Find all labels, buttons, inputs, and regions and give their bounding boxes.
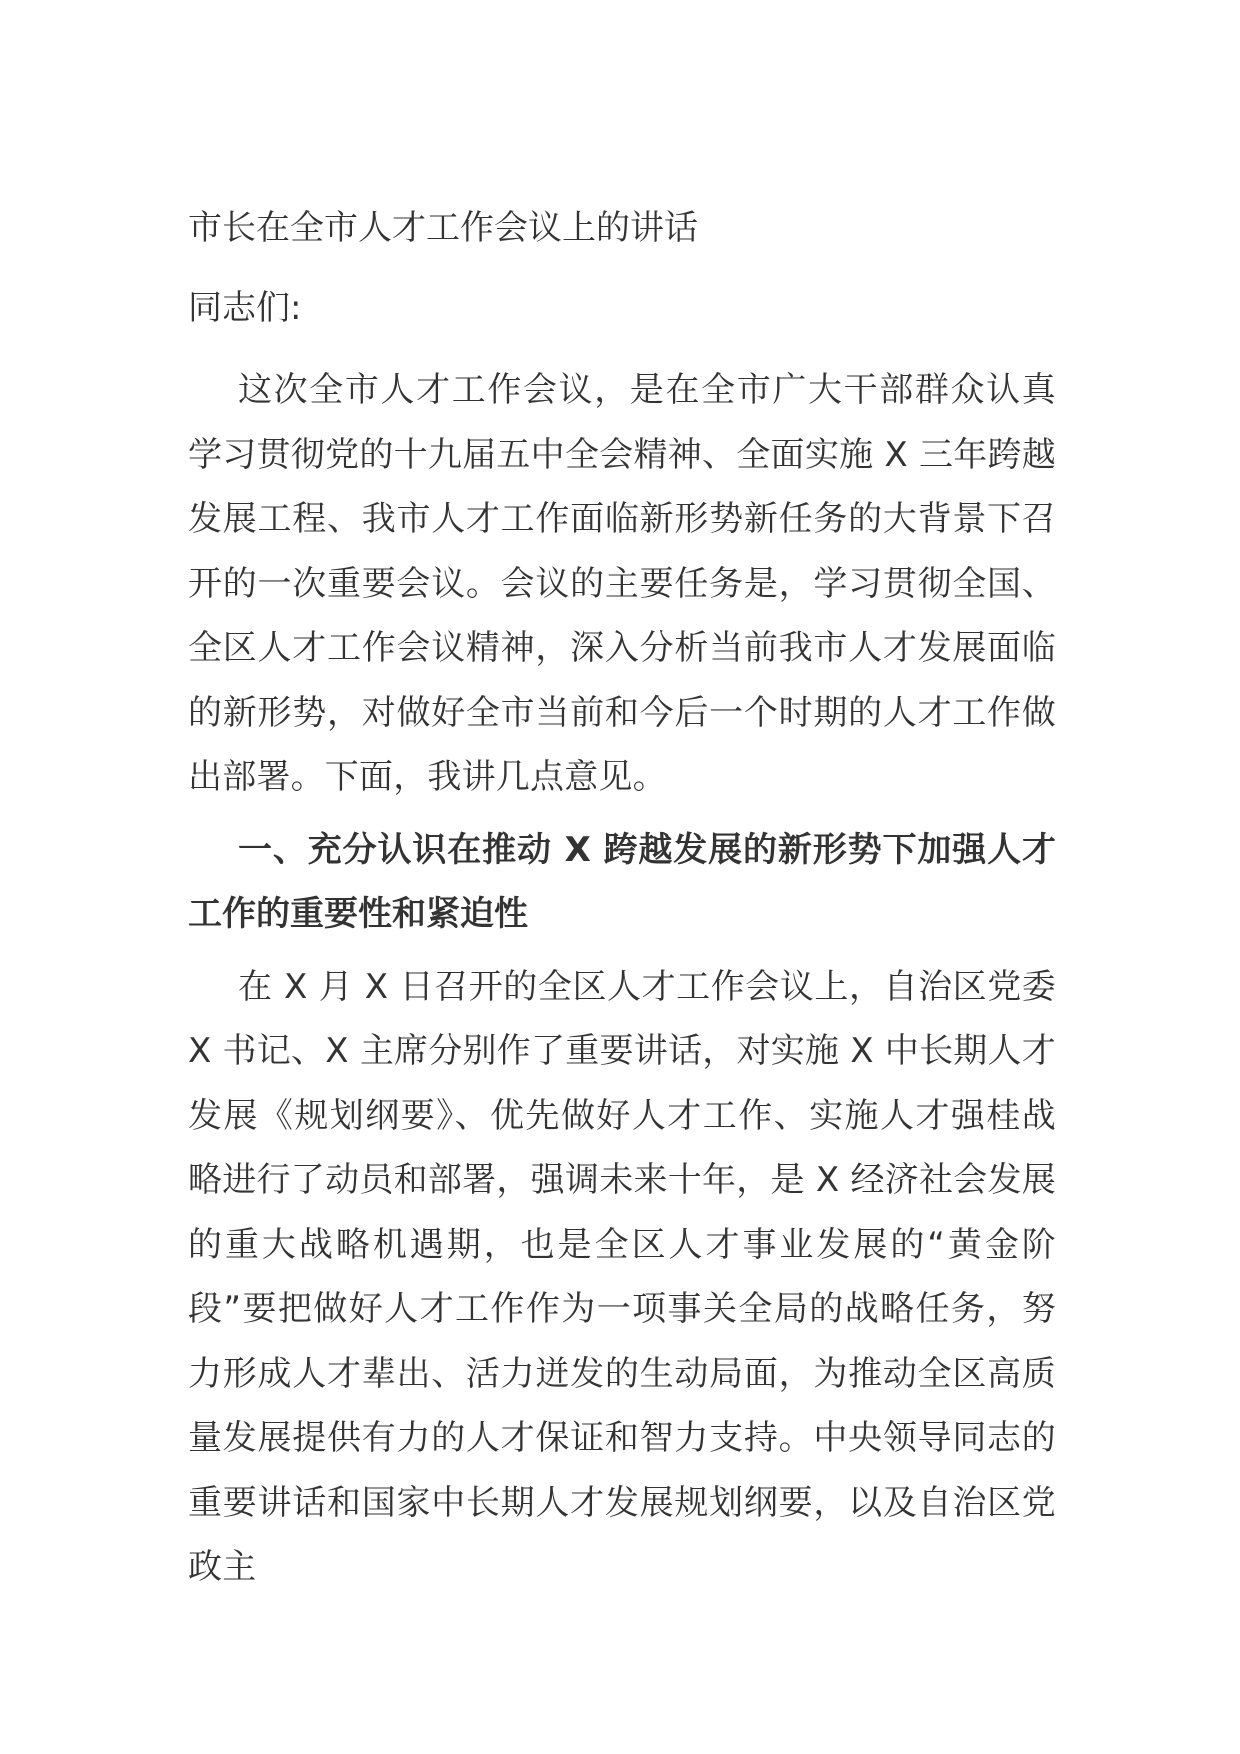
salutation: 同志们: <box>188 288 302 328</box>
section-paragraph: 在 X 月 X 日召开的全区人才工作会议上，自治区党委 X 书记、X 主席分别作了重要讲话，对实施 X 中长期人才发展《规划纲要》、优先做好人才工作、实施人才强桂战略进行了动员和部署，强调未来十年，是 X 经济社会发展的重大战略机遇期，也是全区人才事业发展的“黄金阶段”要把做好人才工作作为一项事关全局的战略任务，努力形成人才辈出、活力迸发的生动局面，为推动全区高质量发展提供有力的人才保证和智力支持。中央领导同志的重要讲话和国家中长期人才发展规划纲要，以及自治区党政主 <box>188 966 1056 1587</box>
document-title: 市长在全市人才工作会议上的讲话 <box>188 208 698 248</box>
section-heading: 一、充分认识在推动 X 跨越发展的新形势下加强人才工作的重要性和紧迫性 <box>188 829 1056 934</box>
intro-paragraph: 这次全市人才工作会议，是在全市广大干部群众认真学习贯彻党的十九届五中全会精神、全面实施 X 三年跨越发展工程、我市人才工作面临新形势新任务的大背景下召开的一次重要会议。会议的主要任务是，学习贯彻全国、全区人才工作会议精神，深入分析当前我市人才发展面临的新形势，对做好全市当前和今后一个时期的人才工作做出部署。下面，我讲几点意见。 <box>188 370 1056 797</box>
document-page <box>188 196 1056 1608</box>
